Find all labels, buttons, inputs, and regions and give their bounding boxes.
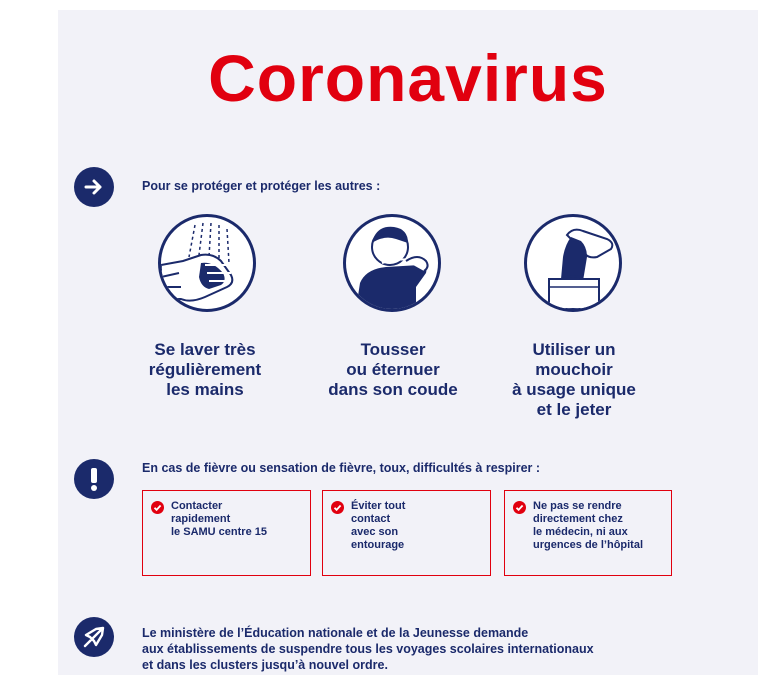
gesture-caption-cough: Tousser ou éternuer dans son coude bbox=[328, 340, 458, 399]
action-box-no-doctor bbox=[504, 490, 672, 576]
ministry-notice: Le ministère de l’Éducation nationale et de la Jeunesse demande aux établissements de suspendre tous les voyages scolaires internationaux et dans les clusters jusqu’à nouvel ordre. bbox=[142, 626, 594, 672]
action-text-avoid-contact: Éviter tout contact avec son entourage bbox=[351, 500, 406, 551]
symptoms-heading: En cas de fièvre ou sensation de fièvre, toux, difficultés à respirer : bbox=[142, 461, 541, 475]
tissue-box-icon bbox=[524, 214, 622, 312]
protect-heading: Pour se protéger et protéger les autres : bbox=[142, 179, 381, 193]
arrow-right-icon bbox=[74, 167, 114, 207]
action-box-avoid-contact bbox=[322, 490, 491, 576]
poster bbox=[58, 10, 758, 675]
check-icon bbox=[513, 501, 526, 514]
check-icon bbox=[331, 501, 344, 514]
check-icon bbox=[151, 501, 164, 514]
cough-in-elbow-icon bbox=[343, 214, 441, 312]
action-box-samu bbox=[142, 490, 311, 576]
gesture-caption-wash: Se laver très régulièrement les mains bbox=[148, 340, 262, 399]
gesture-caption-tissue: Utiliser un mouchoir à usage unique et le jeter bbox=[512, 340, 636, 419]
hand-washing-icon bbox=[158, 214, 256, 312]
airplane-icon bbox=[74, 617, 114, 657]
poster-title: Coronavirus bbox=[208, 41, 608, 115]
exclamation-icon bbox=[74, 459, 114, 499]
action-text-samu: Contacter rapidement le SAMU centre 15 bbox=[171, 500, 267, 538]
action-text-no-doctor: Ne pas se rendre directement chez le médecin, ni aux urgences de l’hôpital bbox=[533, 500, 644, 551]
